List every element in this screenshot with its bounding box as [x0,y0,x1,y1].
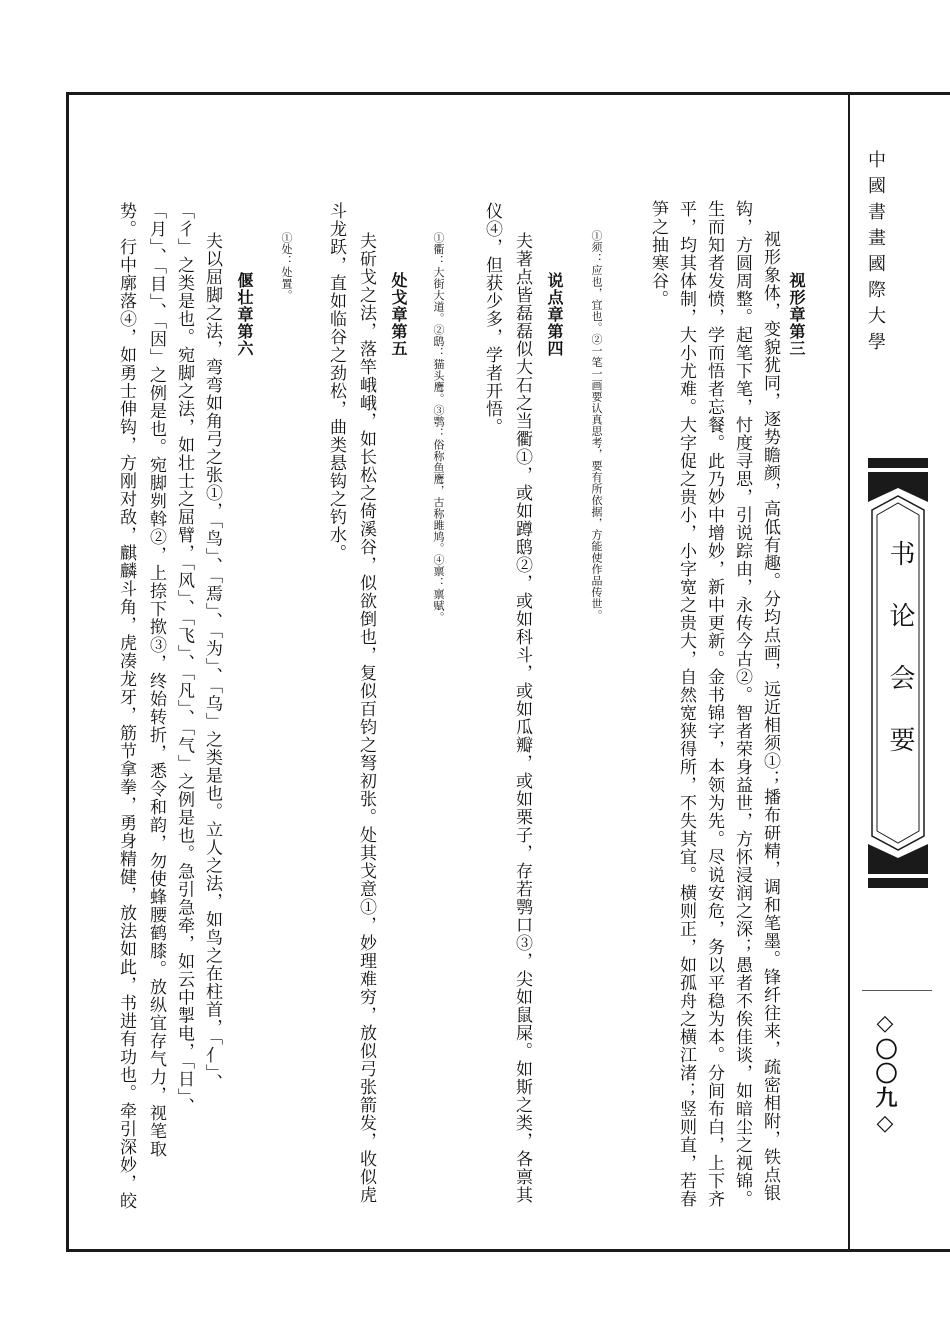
chapter-heading: 视形章第三 [787,272,806,357]
text-column: 钩，方圆周整。起笔下笔，忖度寻思，引说踪由，永传今古②。智者荣身益世，方怀浸润之深；愚者不俟佳谈，如暗尘之视锦。 [732,200,752,1208]
chapter-heading: 说点章第四 [545,272,564,357]
text-column: 仪④，但获少多，学者开悟。 [482,202,502,436]
chapter-heading: 偃壮章第六 [235,272,254,357]
text-column: 笋之抽寒谷。 [648,200,668,308]
text-column: 夫斫戈之法，落竿峨峨，如长松之倚溪谷，似欲倒也，复似百钧之弩初张。处其戈意①，妙理难穷，放似弓张箭发，收似虎 [356,232,376,1204]
footnote: ①须：应也，宜也。②一笔一画要认真思考，要有所依据，方能使作品传世。 [590,230,603,621]
text-column: 夫以屈脚之法，弯弯如角弓之张①，「鸟」、「焉」、「为」、「乌」之类是也。立人之法，如鸟之在柱首，「亻」、 [202,232,222,1092]
text-column: 平，均其体制，大小尤难。大字促之贵小，小字宽之贵大，自然宽狭得所，不失其宜。横则正，如孤舟之横江渚；竖则直，若春 [676,200,696,1208]
footnote: ①衢：大街大道。②鸱：猫头鹰。③鹗：俗称鱼鹰，古称雎鸠。④禀：禀赋。 [432,232,445,623]
text-column: 势。行中廓落④，如勇士伸钩，方刚对敌，麒麟斗角，虎凑龙牙，筋节拿拳，勇身精健，放法如此，书进有功也。牵引深妙，皎 [116,202,136,1210]
book-title: 中國書畫國際大學 [865,150,886,358]
chapter-heading: 处戈章第五 [389,272,408,357]
text-column: 斗龙跃，直如临谷之劲松，曲类悬钩之钓水。 [326,202,346,562]
text-column: 「彳」之类是也。宛脚之法，如壮士之屈臂，「风」、「飞」、「凡」、「气」之例是也。急引急牵，如云中掣电，「日」、 [174,202,194,1116]
text-column: 生而知者发愤，学而悟者忘餐。此乃妙中增妙，新中更新。金书锦字，本领为先。尽说安危，务以平稳为本。分间布白，上下齐 [704,200,724,1208]
page-number: ◇〇〇九◇ [872,1010,898,1138]
text-column: 「月」、「目」、「因」之例是也。宛脚刿斡②，上捺下揿③，终始转折，悉令和韵，勿使蜂腰鹤膝。放纵宜存气力，视笔取 [146,202,166,1158]
text-column: 视形象体，变貌犹同，逐势瞻颜，高低有趣。分均点画，远近相须①；播布研精，调和笔墨。锋纤往来，疏密相附，铁点银 [760,230,780,1202]
text-column: 夫著点皆磊磊似大石之当衢①，或如蹲鸱②，或如科斗，或如瓜瓣，或如栗子，存若鹗口③，尖如鼠屎。如斯之类，各禀其 [512,232,532,1204]
footnote: ①处：处置。 [280,232,293,301]
divider [862,990,932,991]
section-title: 书论会要 [885,540,915,788]
